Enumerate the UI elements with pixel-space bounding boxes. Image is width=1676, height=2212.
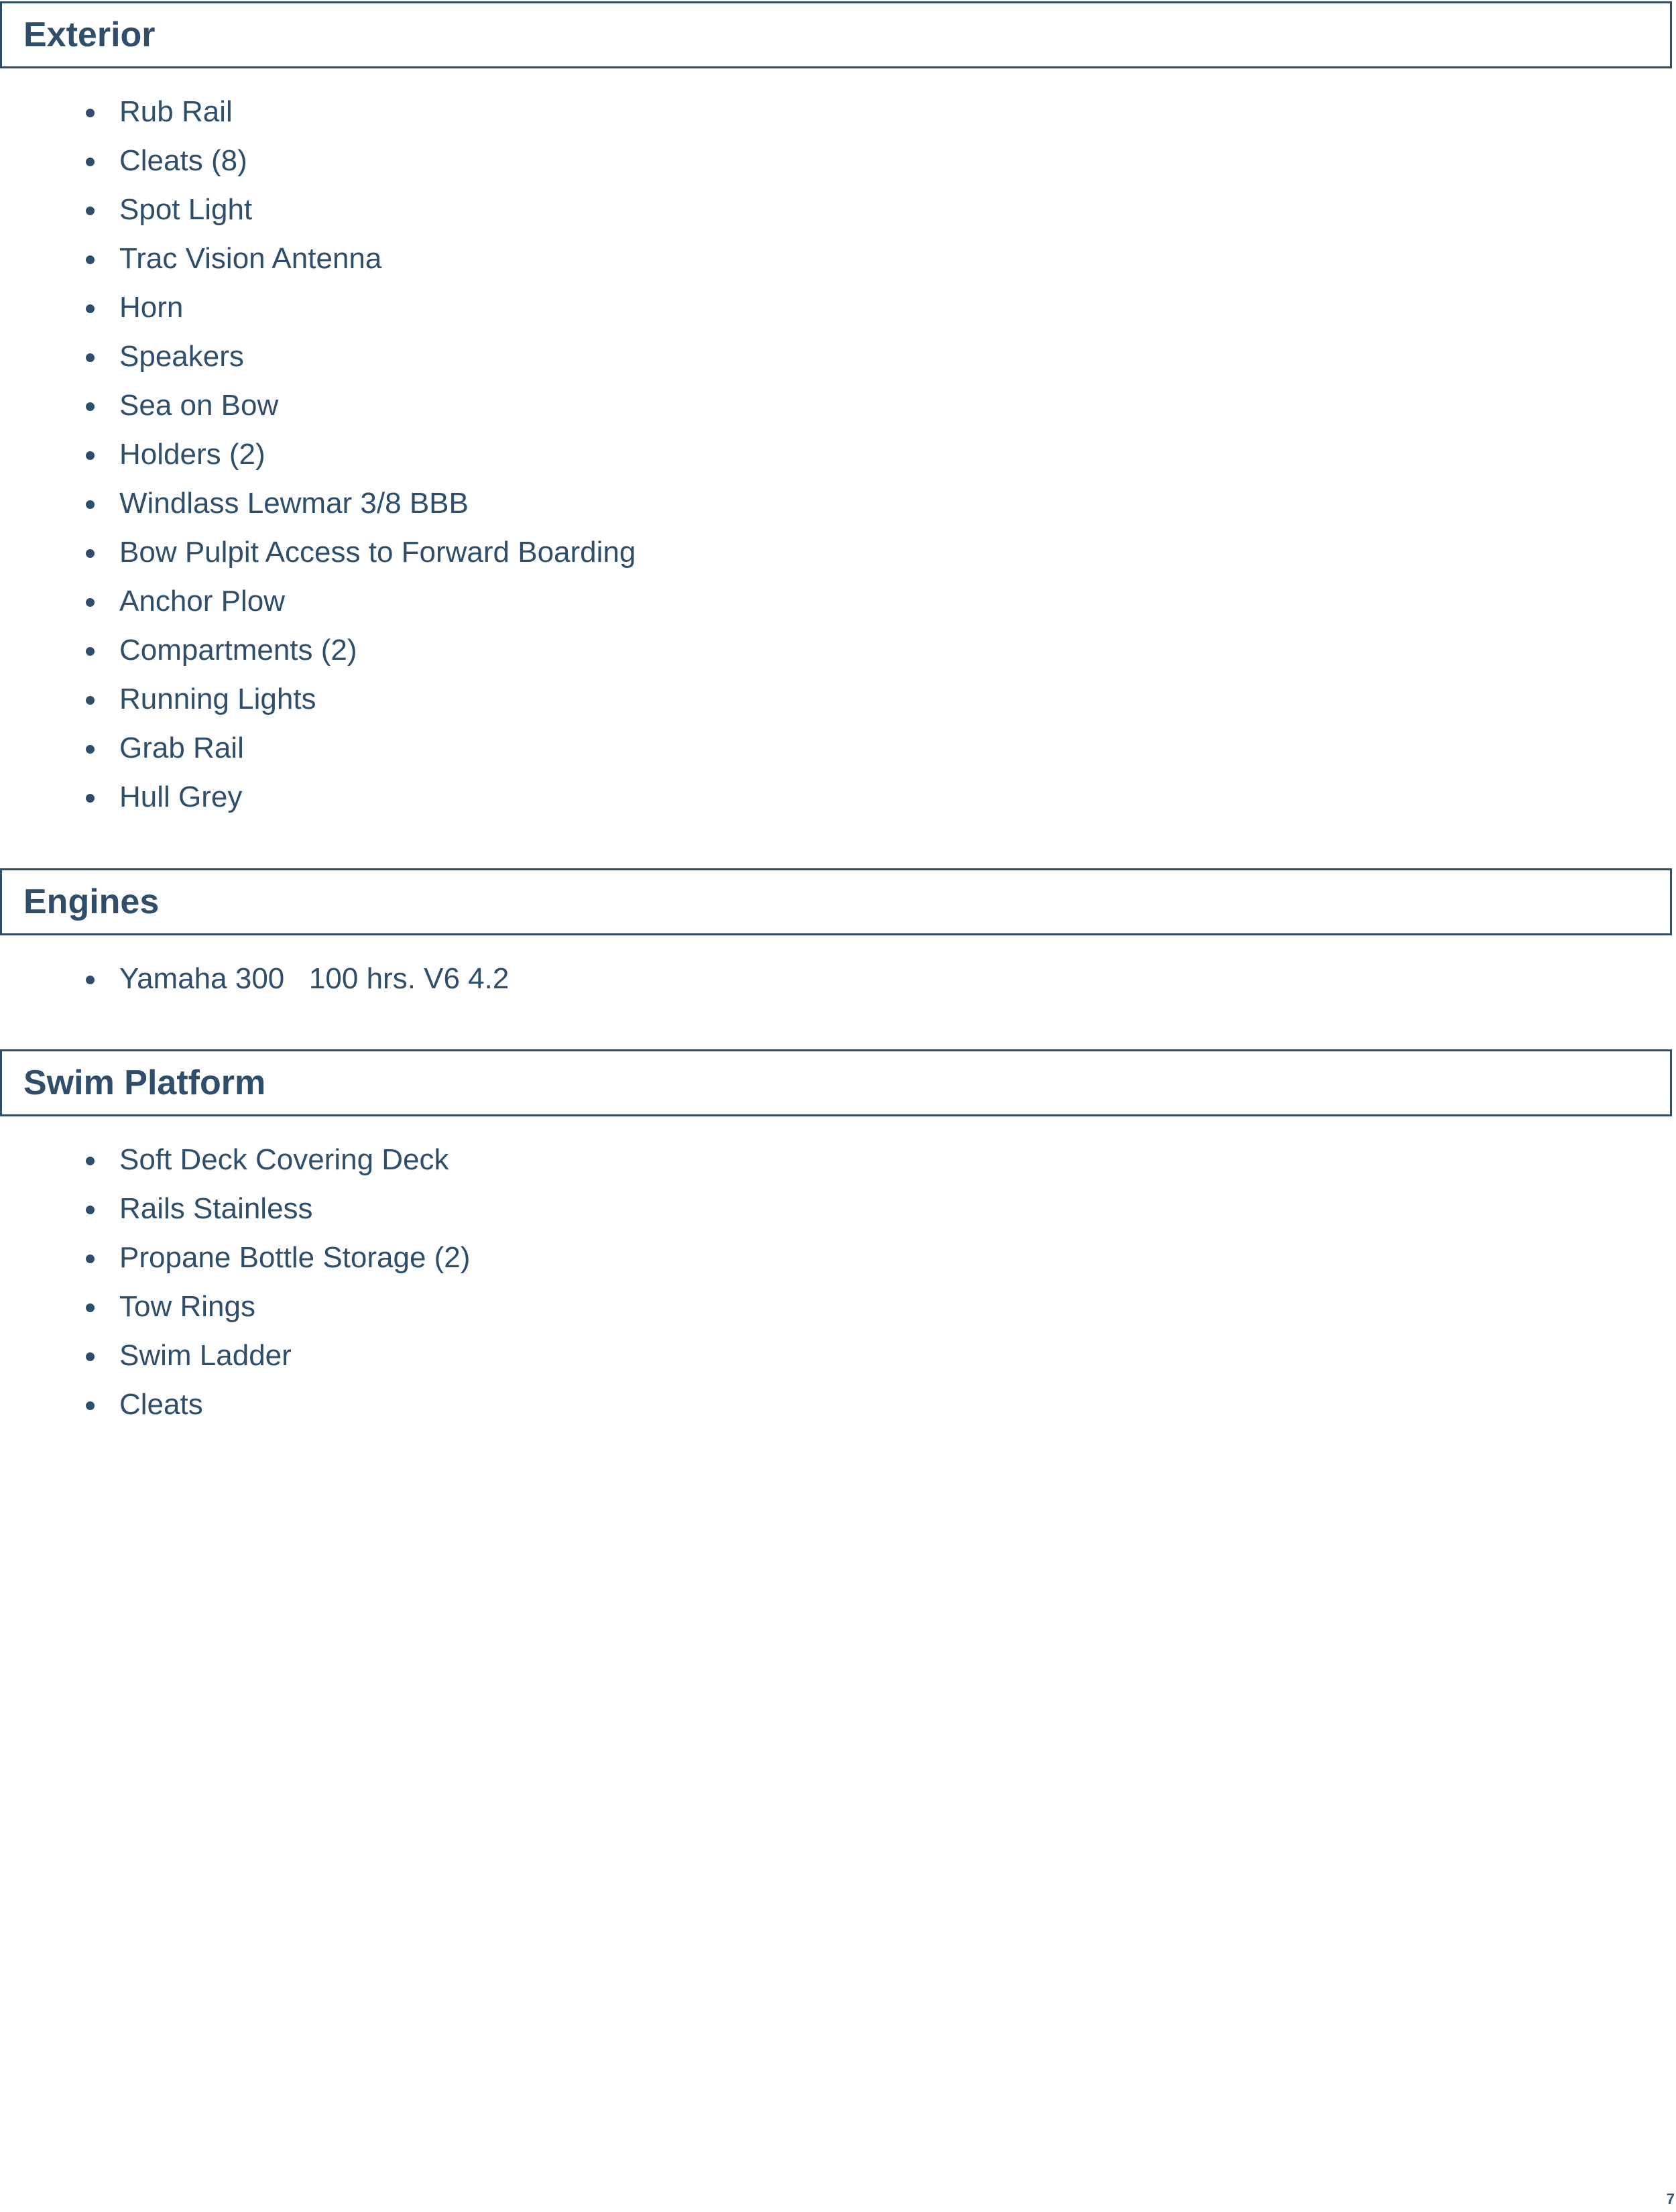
section-title: Swim Platform	[23, 1063, 266, 1102]
list-item: Sea on Bow	[0, 381, 636, 430]
list-item: Rub Rail	[0, 87, 636, 136]
exterior-item-list	[0, 87, 636, 821]
list-item: Yamaha 300 100 hrs. V6 4.2	[0, 954, 509, 1003]
list-item: Holders (2)	[0, 430, 636, 479]
list-item: Bow Pulpit Access to Forward Boarding	[0, 528, 636, 577]
bullet-icon	[86, 696, 95, 705]
bullet-icon	[86, 976, 95, 984]
bullet-icon	[86, 745, 95, 754]
section-header-engines	[0, 868, 1672, 935]
list-item: Running Lights	[0, 675, 636, 723]
list-item: Swim Ladder	[0, 1331, 470, 1380]
list-item: Cleats	[0, 1380, 470, 1429]
bullet-icon	[86, 598, 95, 607]
list-item: Trac Vision Antenna	[0, 234, 636, 283]
list-item: Windlass Lewmar 3/8 BBB	[0, 479, 636, 528]
bullet-icon	[86, 402, 95, 411]
bullet-icon	[86, 794, 95, 803]
list-item: Tow Rings	[0, 1282, 470, 1331]
bullet-icon	[86, 1206, 95, 1214]
bullet-icon	[86, 1401, 95, 1410]
bullet-icon	[86, 647, 95, 656]
bullet-icon	[86, 549, 95, 558]
section-title: Exterior	[23, 15, 156, 54]
list-item: Horn	[0, 283, 636, 332]
list-item: Grab Rail	[0, 723, 636, 772]
bullet-icon	[86, 304, 95, 313]
bullet-icon	[86, 1157, 95, 1165]
bullet-icon	[86, 353, 95, 362]
section-title: Engines	[23, 882, 160, 921]
list-item: Propane Bottle Storage (2)	[0, 1233, 470, 1282]
engines-item-list	[0, 954, 509, 1003]
list-item: Hull Grey	[0, 772, 636, 821]
page-number: 7	[1666, 2191, 1675, 2207]
section-header-swim-platform	[0, 1049, 1672, 1116]
bullet-icon	[86, 500, 95, 509]
bullet-icon	[86, 1352, 95, 1361]
swim-platform-item-list	[0, 1135, 470, 1429]
section-header-exterior	[0, 1, 1672, 68]
list-item: Cleats (8)	[0, 136, 636, 185]
list-item: Anchor Plow	[0, 577, 636, 626]
bullet-icon	[86, 1255, 95, 1263]
bullet-icon	[86, 1303, 95, 1312]
bullet-icon	[86, 451, 95, 460]
list-item: Speakers	[0, 332, 636, 381]
list-item: Soft Deck Covering Deck	[0, 1135, 470, 1184]
list-item: Rails Stainless	[0, 1184, 470, 1233]
bullet-icon	[86, 158, 95, 166]
list-item: Spot Light	[0, 185, 636, 234]
list-item: Compartments (2)	[0, 626, 636, 675]
bullet-icon	[86, 255, 95, 264]
bullet-icon	[86, 207, 95, 215]
bullet-icon	[86, 109, 95, 117]
